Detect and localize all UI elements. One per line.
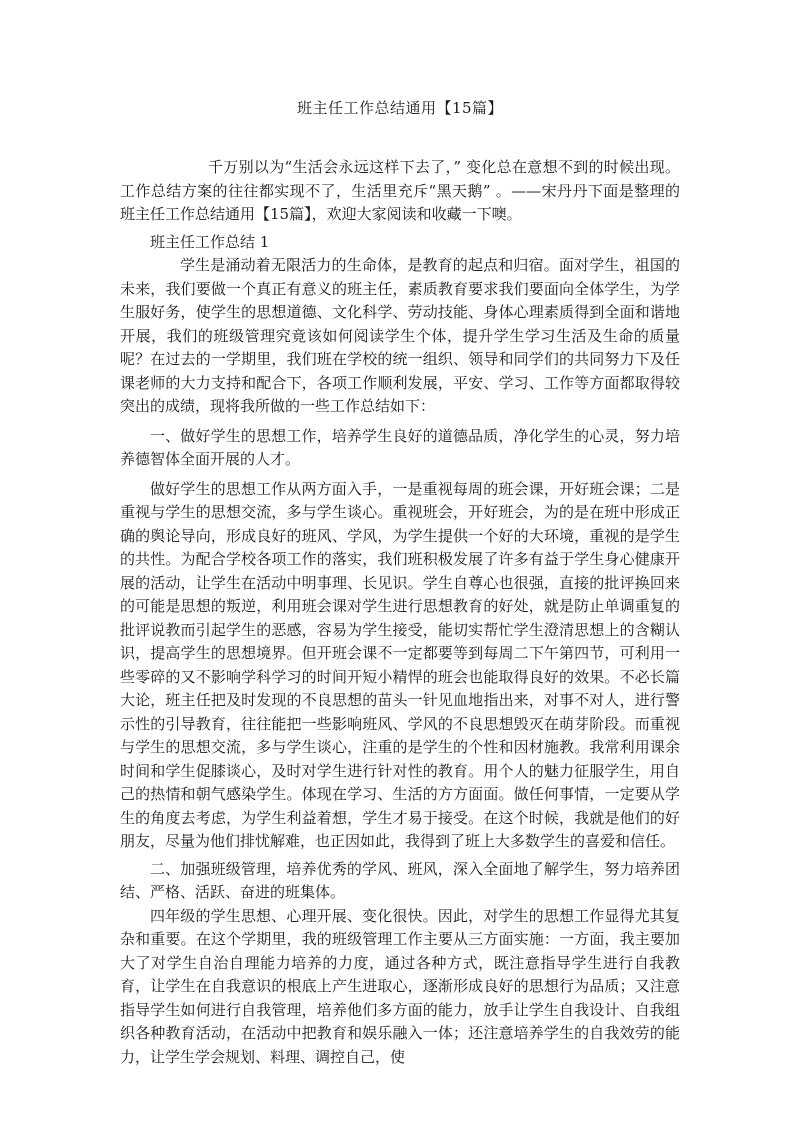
heading-1: 一、做好学生的思想工作，培养学生良好的道德品质，净化学生的心灵，努力培养德智体全面开展的人才。 [120, 426, 680, 468]
paragraph-3: 四年级的学生思想、心理开展、变化很快。因此，对学生的思想工作显得尤其复杂和重要。在这个学期里，我的班级管理工作主要从三方面实施：一方面，我主要加大了对学生自治自理能力培养的力度，通过各种方式，既注意指导学生进行自我教育，让学生在自我意识的根底上产生进取心，逐渐形成良好的思想行为品质；又注意指导学生如何进行自我管理，培养他们多方面的能力，放手让学生自我设计、自我组织各种教育活动，在活动中把教育和娱乐融入一体；还注意培养学生的自我效劳的能力，让学生学会规划、料理、调控自己，使 [120, 906, 680, 1066]
paragraph-1: 学生是涌动着无限活力的生命体，是教育的起点和归宿。面对学生，祖国的未来，我们要做一个真正有意义的班主任，素质教育要求我们要面向全体学生，为学生服好务，使学生的思想道德、文化科学、劳动技能、身体心理素质得到全面和谐地开展，我们的班级管理究竟该如何阅读学生个体，提升学生学习生活及生命的质量呢？在过去的一学期里，我们班在学校的统一组织、领导和同学们的共同努力下及任课老师的大力支持和配合下，各项工作顺利发展，平安、学习、工作等方面都取得较突出的成绩，现将我所做的一些工作总结如下： [120, 256, 680, 415]
document-body [120, 156, 680, 1069]
intro-paragraph: 千万别以为“生活会永远这样下去了，” 变化总在意想不到的时候出现。工作总结方案的往往都实现不了，生活里充斥“黑天鹅” 。——宋丹丹下面是整理的班主任工作总结通用【15篇】，欢迎大家阅读和收藏一下噢。 [120, 158, 680, 223]
heading-2: 二、加强班级管理，培养优秀的学风、班风，深入全面地了解学生，努力培养团结、严格、活跃、奋进的班集体。 [120, 859, 680, 901]
section-title: 班主任工作总结 1 [150, 232, 270, 251]
paragraph-2: 做好学生的思想工作从两方面入手，一是重视每周的班会课，开好班会课；二是重视与学生的思想交流，多与学生谈心。重视班会，开好班会，为的是在班中形成正确的舆论导向，形成良好的班风、学风，为学生提供一个好的大环境，重视的是学生的共性。为配合学校各项工作的落实，我们班积极发展了许多有益于学生身心健康开展的活动，让学生在活动中明事理、长见识。学生自尊心也很强，直接的批评换回来的可能是思想的叛逆，利用班会课对学生进行思想教育的好处，就是防止单调重复的批评说教而引起学生的恶感，容易为学生接受，能切实帮忙学生澄清思想上的含糊认识，提高学生的思想境界。但开班会课不一定都要等到每周二下午第四节，可利用一些零碎的又不影响学科学习的时间开短小精悍的班会也能取得良好的效果。不必长篇大论，班主任把及时发现的不良思想的苗头一针见血地指出来，对事不对人，进行警示性的引导教育，往往能把一些影响班风、学风的不良思想毁灭在萌芽阶段。而重视与学生的思想交流，多与学生谈心，注重的是学生的个性和因材施教。我常利用课余时间和学生促膝谈心，及时对学生进行针对性的教育。用个人的魅力征服学生，用自己的热情和朝气感染学生。体现在学习、生活的方方面面。做任何事情，一定要从学生的角度去考虑，为学生利益着想，学生才易于接受。在这个时候，我就是他们的好朋友，尽量为他们排忧解难，也正因如此，我得到了班上大多数学生的喜爱和信任。 [120, 479, 680, 850]
document-title: 班主任工作总结通用【15篇】 [296, 99, 504, 117]
